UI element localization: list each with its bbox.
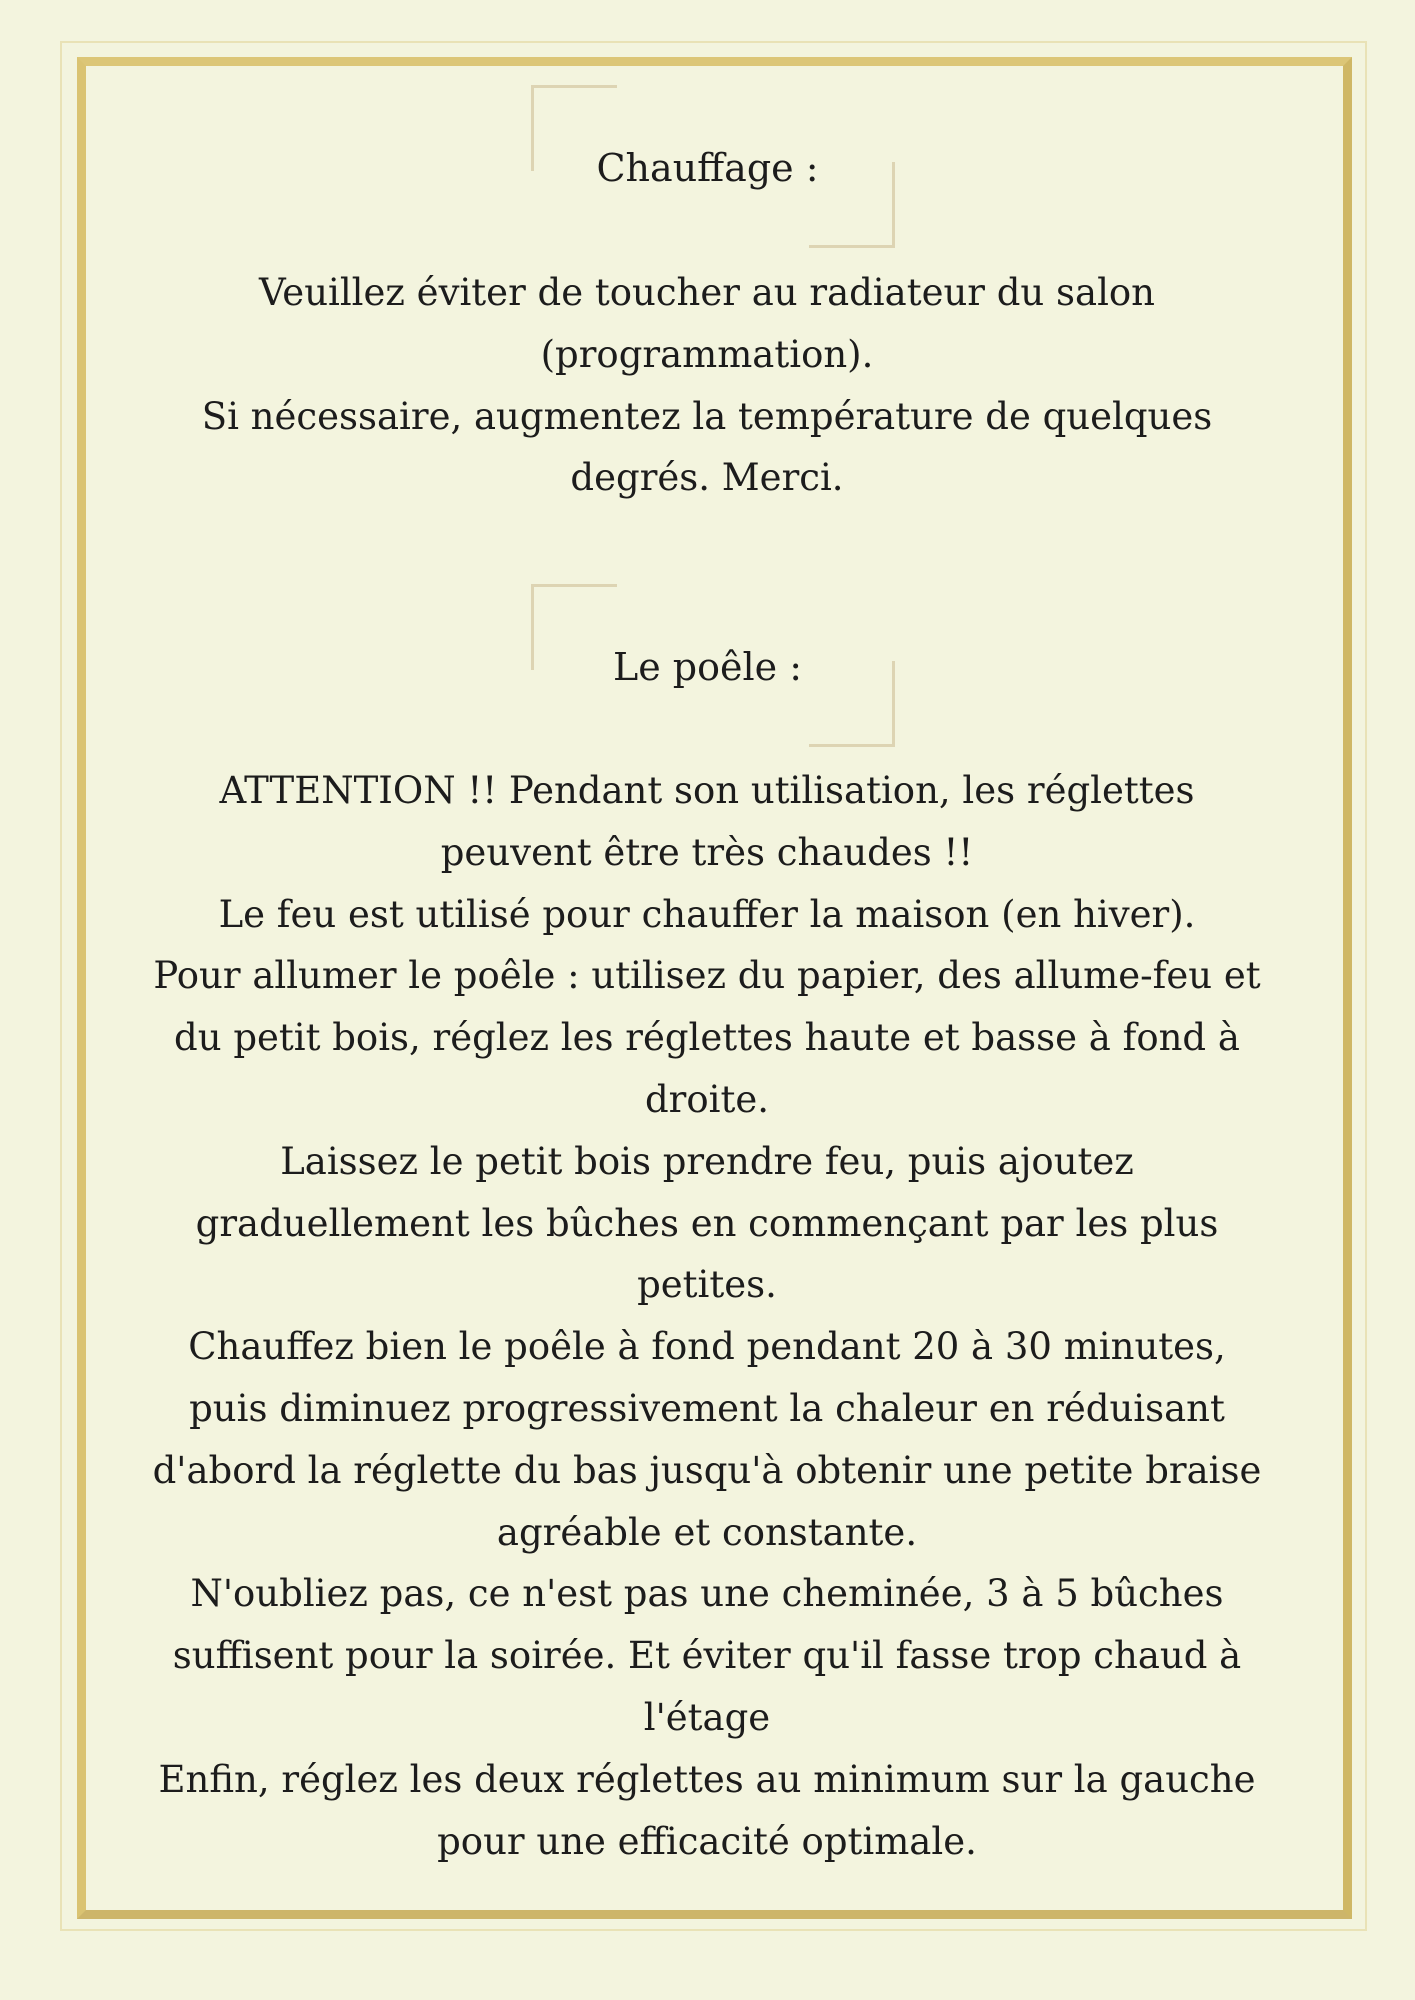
body-line: degrés. Merci. — [570, 456, 844, 500]
body-line: Enfin, réglez les deux réglettes au minimum sur la gauche — [158, 1757, 1256, 1801]
body-line: (programmation). — [540, 332, 874, 376]
body-line: Veuillez éviter de toucher au radiateur du salon — [258, 271, 1156, 314]
body-line: puis diminuez progressivement la chaleur en réduisant — [189, 1386, 1225, 1430]
body-line: Pour allumer le poêle : utilisez du papier, des allume-feu et — [153, 954, 1261, 998]
body-line: peuvent être très chaudes !! — [440, 830, 974, 874]
body-line: Laissez le petit bois prendre feu, puis ajoutez — [280, 1139, 1134, 1183]
body-line: pour une efficacité optimale. — [437, 1819, 977, 1863]
body-line: l'étage — [643, 1695, 771, 1739]
body-line: droite. — [644, 1077, 769, 1121]
section-body-chauffage — [112, 262, 1302, 509]
body-line: Si nécessaire, augmentez la température de quelques — [201, 394, 1213, 438]
body-line: agréable et constante. — [496, 1510, 918, 1554]
section-heading-chauffage: Chauffage : — [596, 146, 819, 190]
body-line: Chauffez bien le poêle à fond pendant 20 à 30 minutes, — [188, 1325, 1226, 1369]
body-line: graduellement les bûches en commençant par les plus — [195, 1201, 1219, 1245]
body-line: du petit bois, réglez les réglettes haute et basse à fond à — [174, 1016, 1240, 1060]
body-line: suffisent pour la soirée. Et éviter qu'il fasse trop chaud à — [172, 1634, 1242, 1678]
section-body-poele — [112, 760, 1302, 1872]
body-line: Le feu est utilisé pour chauffer la maison (en hiver). — [218, 892, 1196, 936]
body-line: N'oubliez pas, ce n'est pas une cheminée, 3 à 5 bûches — [190, 1572, 1224, 1616]
body-line: petites. — [637, 1263, 777, 1307]
section-heading-poele: Le poêle : — [612, 645, 803, 689]
body-line: d'abord la réglette du bas jusqu'à obtenir une petite braise — [152, 1448, 1262, 1492]
body-line: ATTENTION !! Pendant son utilisation, les réglettes — [219, 769, 1195, 812]
